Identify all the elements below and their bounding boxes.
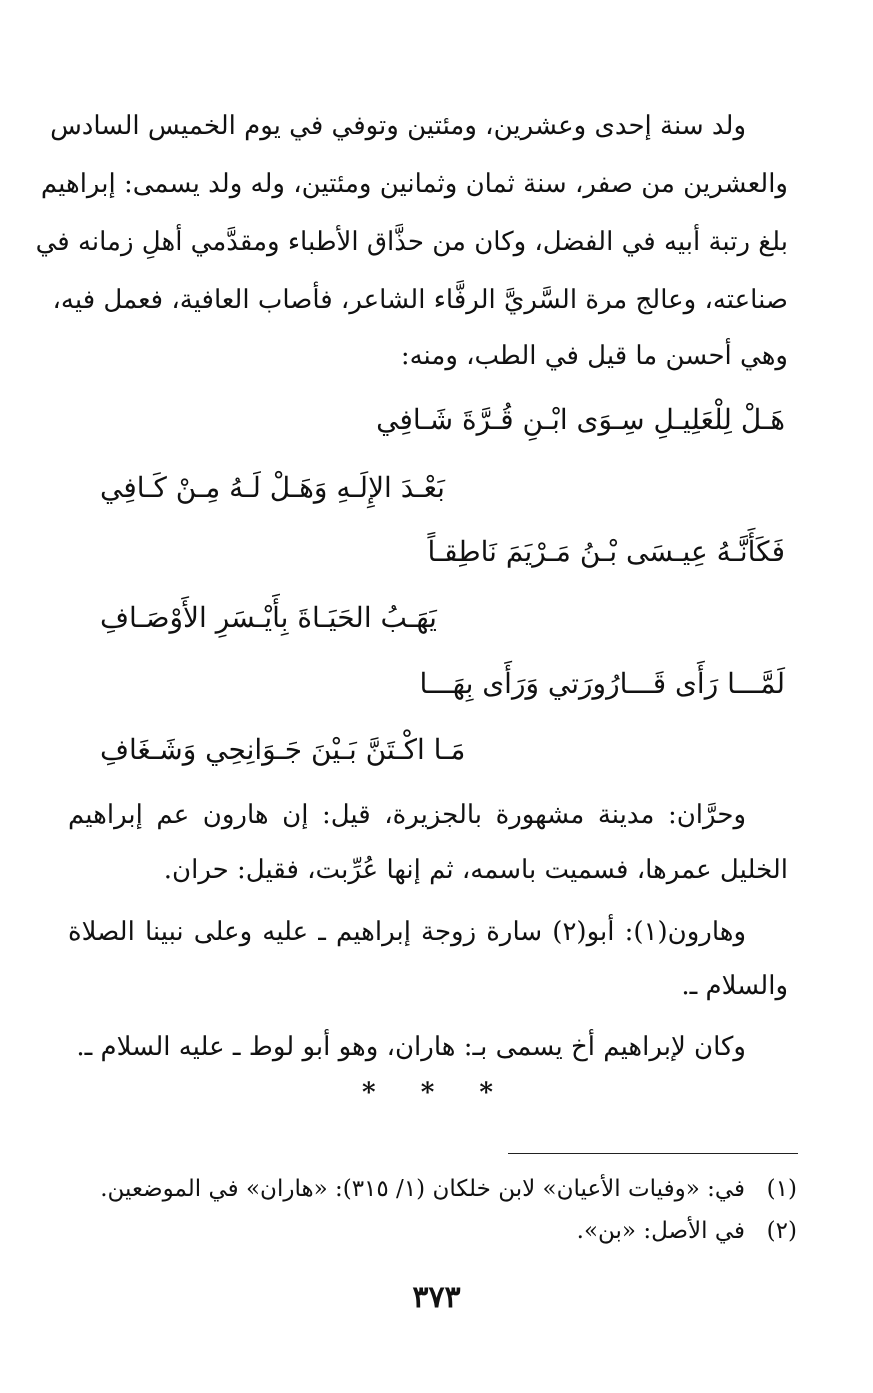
footnote-rule bbox=[508, 1153, 798, 1154]
paragraph-1-line-2: والعشرين من صفر، سنة ثمان وثمانين ومئتين، وله ولد يسمى: إبراهيم bbox=[40, 169, 788, 199]
paragraph-1-line-3: بلغ رتبة أبيه في الفضل، وكان من حذَّاق الأطباء ومقدَّمي أهلِ زمانه في bbox=[35, 227, 788, 257]
paragraph-2-line-2: الخليل عمرها، فسميت باسمه، ثم إنها عُرِّبت، فقيل: حران. bbox=[163, 855, 788, 885]
section-separator: * * * bbox=[362, 1078, 511, 1108]
footnote-2-number: (٢) bbox=[766, 1218, 797, 1244]
paragraph-1-line-4: صناعته، وعالج مرة السَّريَّ الرفَّاء الشاعر، فأصاب العافية، فعمل فيه، bbox=[52, 285, 788, 315]
page-number: ٣٧٣ bbox=[412, 1280, 461, 1315]
poem-verse-3-second-hemistich: مَـا اكْـتَنَّ بَـيْنَ جَـوَانِحِي وَشَـغَافِ bbox=[100, 733, 466, 766]
paragraph-1-line-5: وهي أحسن ما قيل في الطب، ومنه: bbox=[400, 341, 788, 371]
footnote-1-number: (١) bbox=[766, 1176, 797, 1202]
footnote-1 bbox=[100, 1172, 797, 1206]
footnote-1-text: في: «وفيات الأعيان» لابن خلكان (١/ ٣١٥): «هاران» في الموضعين. bbox=[100, 1176, 745, 1202]
footnote-2 bbox=[577, 1214, 797, 1248]
poem-verse-2-first-hemistich: فَكَأَنَّـهُ عِيـسَى بْـنُ مَـرْيَمَ نَاطِقـاً bbox=[427, 535, 785, 568]
poem-verse-1-first-hemistich: هَـلْ لِلْعَلِيـلِ سِـوَى ابْـنِ قُـرَّةَ شَـافِي bbox=[376, 403, 785, 436]
poem-verse-2-second-hemistich: يَهَـبُ الحَيَـاةَ بِأَيْـسَرِ الأَوْصَـافِ bbox=[100, 601, 437, 634]
paragraph-4-line-1: وكان لإبراهيم أخ يسمى بـ: هاران، وهو أبو لوط ـ عليه السلام ـ. bbox=[76, 1032, 746, 1062]
paragraph-2-line-1: وحرَّان: مدينة مشهورة بالجزيرة، قيل: إن هارون عم إبراهيم bbox=[68, 800, 746, 830]
poem-verse-1-second-hemistich: بَعْـدَ الإِلَـهِ وَهَـلْ لَـهُ مِـنْ كَـافِي bbox=[100, 471, 445, 504]
footnote-2-text: في الأصل: «بن». bbox=[576, 1218, 745, 1244]
paragraph-3-line-2: والسلام ـ. bbox=[681, 971, 788, 1001]
paragraph-1-line-1: ولد سنة إحدى وعشرين، ومئتين وتوفي في يوم الخميس السادس bbox=[50, 111, 746, 141]
poem-verse-3-first-hemistich: لَمَّـــا رَأَى قَـــارُورَتي وَرَأَى بِهَـــا bbox=[419, 667, 785, 700]
paragraph-3-line-1: وهارون(١): أبو(٢) سارة زوجة إبراهيم ـ عليه وعلى نبينا الصلاة bbox=[68, 917, 747, 947]
